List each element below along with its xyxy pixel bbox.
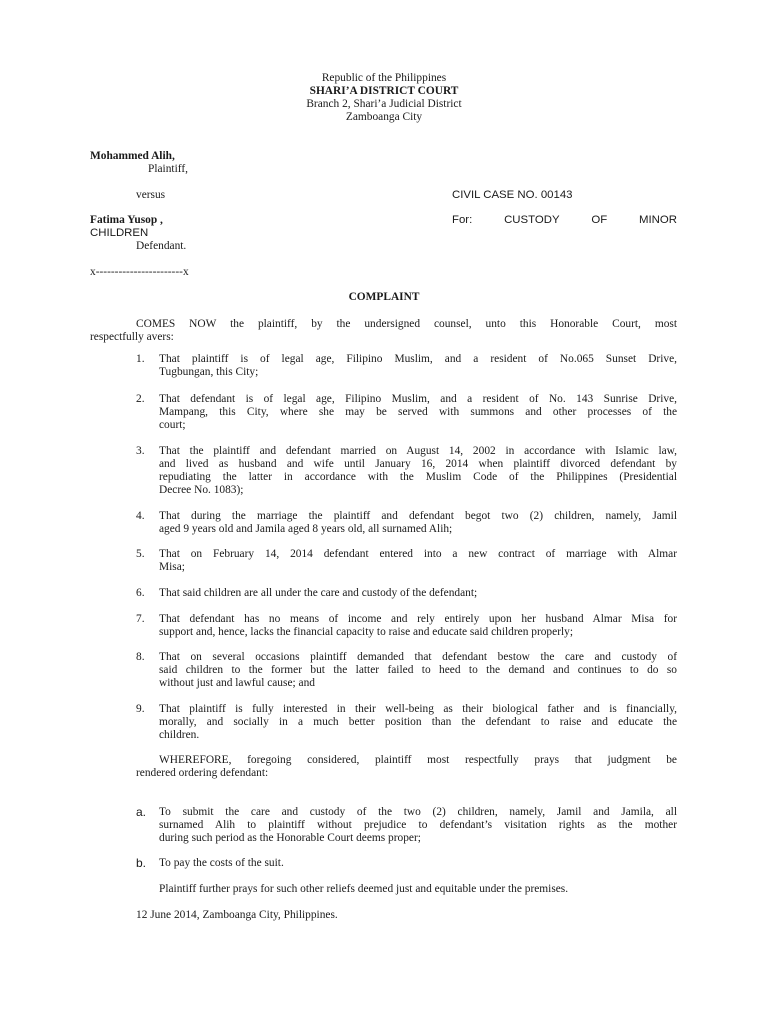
allegation-number: 8.: [136, 651, 145, 663]
allegation-number: 6.: [136, 587, 145, 599]
allegation-line: That during the marriage the plaintiff and defendant begot two (2) children, namely, Jamil: [159, 510, 677, 522]
allegation-line: Misa;: [159, 561, 185, 573]
allegation-line: That said children are all under the care and custody of the defendant;: [159, 587, 478, 599]
allegation-item: [159, 613, 677, 639]
date-line: 12 June 2014, Zamboanga City, Philippines.: [136, 909, 338, 921]
defendant-role: Defendant.: [136, 240, 187, 252]
allegation-line: Tugbungan, this City;: [159, 366, 259, 378]
wherefore-line: rendered ordering defendant:: [136, 767, 269, 779]
allegation-line: morally, and socially in a much better position than the defendant to raise and educate the: [159, 716, 677, 728]
plaintiff-role: Plaintiff,: [148, 163, 188, 175]
allegation-item: [159, 587, 677, 600]
prayer-line: To submit the care and custody of the two (2) children, namely, Jamil and Jamila, all: [159, 806, 677, 818]
subject-word: CUSTODY: [504, 214, 560, 226]
allegation-line: That plaintiff is fully interested in their well-being as their biological father and is financially,: [159, 703, 677, 715]
plaintiff-name: Mohammed Alih,: [90, 150, 175, 162]
allegation-number: 3.: [136, 445, 145, 457]
allegation-line: That on February 14, 2014 defendant entered into a new contract of marriage with Almar: [159, 548, 677, 560]
prayer-letter: a.: [136, 805, 147, 819]
court-name: SHARI’A DISTRICT COURT: [309, 85, 459, 97]
allegation-line: without just and lawful cause; and: [159, 677, 315, 689]
prayer-letter: b.: [136, 856, 147, 870]
allegation-line: That plaintiff is of legal age, Filipino Muslim, and a resident of No.065 Sunset Drive,: [159, 353, 677, 365]
allegation-line: That on several occasions plaintiff demanded that defendant bestow the care and custody of: [159, 651, 677, 663]
intro-line: respectfully avers:: [90, 331, 174, 343]
subject-word: OF: [591, 214, 608, 226]
allegation-item: [159, 510, 677, 536]
allegation-line: repudiating the latter in accordance with the Muslim Code of the Philippines (Presidential: [159, 471, 677, 483]
prayer-item: [159, 806, 677, 845]
further-prayer: Plaintiff further prays for such other reliefs deemed just and equitable under the premises.: [159, 883, 569, 895]
allegation-item: [159, 651, 677, 690]
wherefore-line: WHEREFORE, foregoing considered, plaintiff most respectfully prays that judgment be: [159, 754, 677, 766]
prayer-line: during such period as the Honorable Court deems proper;: [159, 832, 421, 844]
intro-line: COMES NOW the plaintiff, by the undersigned counsel, unto this Honorable Court, most: [136, 318, 677, 330]
allegation-line: That the plaintiff and defendant married on August 14, 2002 in accordance with Islamic law,: [159, 445, 677, 457]
allegation-item: [159, 703, 677, 742]
allegation-item: [159, 393, 677, 432]
defendant-name: Fatima Yusop ,: [90, 214, 163, 226]
allegation-item: [159, 353, 677, 379]
allegation-line: children.: [159, 729, 200, 741]
case-subject: [452, 214, 677, 227]
document-title: COMPLAINT: [348, 291, 420, 303]
versus-label: versus: [136, 189, 166, 201]
branch-line: Branch 2, Shari’a Judicial District: [306, 98, 462, 110]
allegation-line: and lived as husband and wife until January 16, 2014 when plaintiff divorced defendant by: [159, 458, 677, 470]
for-label: For:: [452, 214, 473, 226]
wherefore-paragraph: [136, 754, 677, 780]
republic-line: Republic of the Philippines: [321, 72, 447, 84]
children-label: CHILDREN: [90, 227, 149, 239]
allegation-number: 7.: [136, 613, 145, 625]
prayer-item: [159, 857, 677, 870]
intro-paragraph: [90, 318, 677, 344]
caption-separator: x-----------------------x: [90, 266, 189, 278]
city-line: Zamboanga City: [345, 111, 423, 123]
case-number: CIVIL CASE NO. 00143: [452, 189, 573, 201]
allegation-line: said children to the former but the latter failed to heed to the demand and continues to do so: [159, 664, 677, 676]
allegation-line: Decree No. 1083);: [159, 484, 244, 496]
allegation-number: 9.: [136, 703, 145, 715]
allegation-number: 1.: [136, 353, 145, 365]
subject-word: MINOR: [639, 214, 677, 226]
allegation-number: 2.: [136, 393, 145, 405]
allegation-line: court;: [159, 419, 186, 431]
allegation-item: [159, 445, 677, 497]
allegation-number: 5.: [136, 548, 145, 560]
allegation-line: Mampang, this City, where she may be served with summons and other processes of the: [159, 406, 677, 418]
allegation-line: aged 9 years old and Jamila aged 8 years old, all surnamed Alih;: [159, 523, 453, 535]
prayer-line: surnamed Alih to plaintiff without prejudice to defendant’s visitation rights as the mother: [159, 819, 677, 831]
prayer-line: To pay the costs of the suit.: [159, 857, 284, 869]
allegation-line: That defendant is of legal age, Filipino Muslim, and a resident of No. 143 Sunrise Drive,: [159, 393, 677, 405]
allegation-item: [159, 548, 677, 574]
allegation-number: 4.: [136, 510, 145, 522]
allegation-line: support and, hence, lacks the financial capacity to raise and educate said children properly;: [159, 626, 574, 638]
allegation-line: That defendant has no means of income and rely entirely upon her husband Almar Misa for: [159, 613, 677, 625]
